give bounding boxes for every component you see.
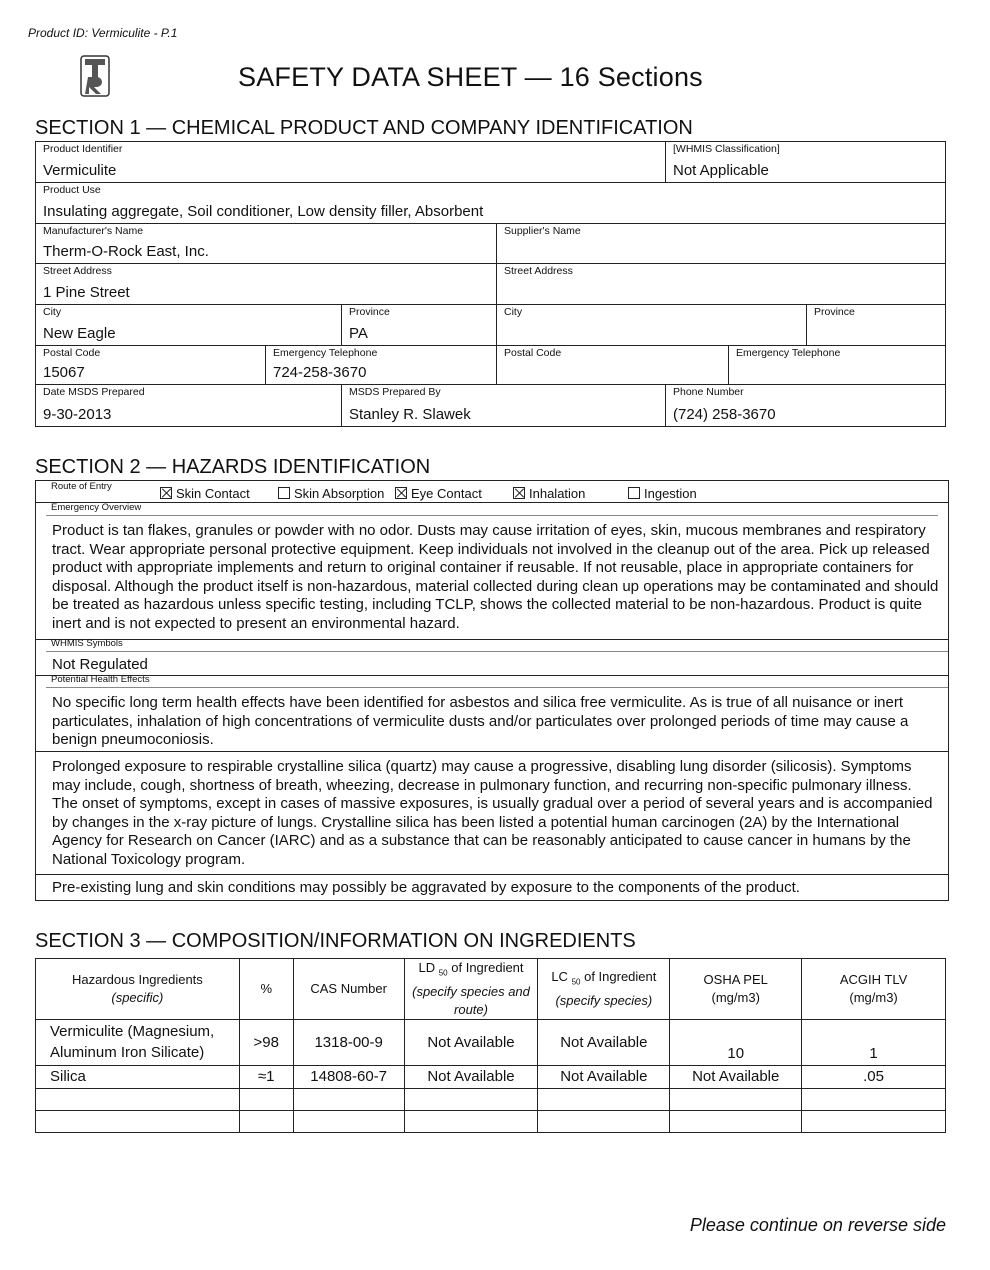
emergency-value: 724-258-3670 (273, 364, 367, 381)
unchecked-box-icon (278, 487, 290, 499)
col-ingredients-sub: (specific) (111, 989, 164, 1005)
divider (36, 502, 948, 503)
supplier-postal-cell (497, 346, 729, 385)
company-logo (80, 55, 110, 97)
divider (36, 751, 948, 752)
divider (36, 639, 948, 640)
postal-value: 15067 (43, 364, 85, 381)
product-identifier-cell (36, 142, 666, 183)
ingredient-acgih: 1 (802, 1019, 946, 1065)
empty-cell (670, 1110, 802, 1132)
col-osha-label: OSHA PEL (703, 971, 768, 987)
checked-box-icon (160, 487, 172, 499)
empty-cell (36, 1110, 240, 1132)
checkbox-label: Inhalation (529, 486, 586, 501)
col-osha-unit: (mg/m3) (711, 989, 760, 1005)
col-acgih-label: ACGIH TLV (839, 971, 908, 987)
table-row (36, 1019, 946, 1065)
empty-cell (239, 1088, 293, 1110)
prepared-by-cell (342, 385, 666, 426)
supplier-emergency-label: Emergency Telephone (736, 347, 841, 359)
route-of-entry-label: Route of Entry (51, 481, 112, 492)
whmis-class-label: [WHMIS Classification] (673, 143, 780, 155)
col-lc-rest: of Ingredient (584, 969, 657, 984)
divider (36, 874, 948, 875)
col-ld-label: LD (418, 960, 436, 975)
col-cas: CAS Number (293, 959, 404, 1020)
unchecked-box-icon (628, 487, 640, 499)
health-effects-label: Potential Health Effects (51, 674, 150, 685)
postal-cell (36, 346, 266, 385)
street-value: 1 Pine Street (43, 284, 130, 301)
col-ld50 (404, 959, 538, 1020)
emergency-label: Emergency Telephone (273, 347, 378, 359)
postal-label: Postal Code (43, 347, 101, 359)
product-use-label: Product Use (43, 184, 101, 196)
table-row (36, 1065, 946, 1088)
ingredient-name: Vermiculite (Magnesium, Aluminum Iron Silicate) (36, 1019, 240, 1065)
empty-cell (293, 1110, 404, 1132)
date-label: Date MSDS Prepared (43, 386, 145, 398)
emergency-overview-text: Product is tan flakes, granules or powder with no odor. Dusts may cause irritation of eyes, skin, mucous membranes and respiratory tract. Wear appropriate personal protective equipment. Keep individuals not involved in the cleanup out of the area. Pick up released product with appropriate implements and return to original container if reusable. If not reusable, place in appropriate containers for disposal. Although the product itself is non-hazardous, material collected during clean up operations may be contaminated and should be treated as hazardous unless specific testing, including TCLP, shows the collected material to be non-hazardous. Product is quite inert and is not expected to present an environmental hazard. (52, 522, 939, 632)
province-cell (342, 305, 497, 346)
province-value: PA (349, 325, 368, 342)
divider (46, 515, 938, 516)
col-ingredients-label: Hazardous Ingredients (71, 971, 203, 987)
empty-cell (670, 1088, 802, 1110)
whmis-class-cell (666, 142, 945, 183)
phone-cell (666, 385, 945, 426)
checkbox-label: Eye Contact (411, 486, 482, 501)
section1-heading: SECTION 1 — CHEMICAL PRODUCT AND COMPANY IDENTIFICATION (35, 117, 693, 139)
col-ld-rest: of Ingredient (451, 960, 524, 975)
page-title: SAFETY DATA SHEET — 16 Sections (238, 62, 703, 92)
ingredient-osha: 10 (670, 1019, 802, 1065)
section3-heading: SECTION 3 — COMPOSITION/INFORMATION ON INGREDIENTS (35, 930, 636, 952)
supplier-city-cell (497, 305, 807, 346)
col-lc50 (538, 959, 670, 1020)
ingredients-table (35, 958, 946, 1133)
product-id: Product ID: Vermiculite - P.1 (28, 26, 178, 40)
product-identifier-label: Product Identifier (43, 143, 123, 155)
supplier-city-label: City (504, 306, 523, 318)
empty-cell (239, 1110, 293, 1132)
supplier-street-label: Street Address (504, 265, 573, 277)
supplier-province-cell (807, 305, 945, 346)
ingredient-osha: Not Available (670, 1065, 802, 1088)
manufacturer-cell (36, 224, 497, 264)
col-ld-note: (specify species and route) (412, 983, 530, 1017)
ingredient-ld50: Not Available (404, 1019, 538, 1065)
divider (46, 651, 948, 652)
table-header-row (36, 959, 946, 1020)
col-acgih (802, 959, 946, 1020)
checkbox-eye-contact[interactable] (395, 486, 482, 501)
phone-label: Phone Number (673, 386, 744, 398)
empty-cell (802, 1110, 946, 1132)
col-ingredients (36, 959, 240, 1020)
empty-cell (538, 1110, 670, 1132)
prepared-by-value: Stanley R. Slawek (349, 406, 471, 423)
street-cell (36, 264, 497, 305)
street-label: Street Address (43, 265, 112, 277)
ingredient-percent: ≈1 (239, 1065, 293, 1088)
checked-box-icon (513, 487, 525, 499)
divider (36, 675, 948, 676)
product-use-cell (36, 183, 945, 224)
health-effects-text-3: Pre-existing lung and skin conditions may possibly be aggravated by exposure to the components of the product. (52, 879, 800, 896)
supplier-emergency-cell (729, 346, 945, 385)
table-row-empty (36, 1088, 946, 1110)
section2-table (35, 480, 949, 901)
emergency-overview-label: Emergency Overview (51, 502, 142, 513)
table-row-empty (36, 1110, 946, 1132)
ingredient-acgih: .05 (802, 1065, 946, 1088)
col-lc-note: (specify species) (555, 992, 653, 1008)
supplier-province-label: Province (814, 306, 855, 318)
ingredient-lc50: Not Available (538, 1065, 670, 1088)
supplier-postal-label: Postal Code (504, 347, 562, 359)
ingredient-ld50: Not Available (404, 1065, 538, 1088)
city-cell (36, 305, 342, 346)
checkbox-ingestion[interactable] (628, 486, 697, 501)
supplier-street-cell (497, 264, 945, 305)
empty-cell (293, 1088, 404, 1110)
col-ld-sub: 50 (438, 968, 448, 978)
province-label: Province (349, 306, 390, 318)
continue-note: Please continue on reverse side (689, 1215, 946, 1235)
date-cell (36, 385, 342, 426)
checked-box-icon (395, 487, 407, 499)
ingredient-cas: 14808-60-7 (293, 1065, 404, 1088)
prepared-by-label: MSDS Prepared By (349, 386, 441, 398)
whmis-symbols-label: WHMIS Symbols (51, 638, 123, 649)
ingredient-lc50: Not Available (538, 1019, 670, 1065)
date-value: 9-30-2013 (43, 406, 112, 423)
manufacturer-value: Therm-O-Rock East, Inc. (43, 243, 209, 260)
emergency-cell (266, 346, 497, 385)
supplier-cell (497, 224, 945, 264)
col-osha (670, 959, 802, 1020)
product-use-value: Insulating aggregate, Soil conditioner, Low density filler, Absorbent (43, 203, 484, 220)
phone-value: (724) 258-3670 (673, 406, 776, 423)
whmis-class-value: Not Applicable (673, 162, 769, 179)
ingredient-cas: 1318-00-9 (293, 1019, 404, 1065)
col-lc-sub: 50 (571, 977, 581, 987)
section2-heading: SECTION 2 — HAZARDS IDENTIFICATION (35, 456, 431, 478)
checkbox-skin-absorption[interactable] (278, 486, 384, 501)
checkbox-label: Ingestion (644, 486, 697, 501)
col-lc-label: LC (551, 969, 568, 984)
section1-table (35, 141, 946, 427)
empty-cell (538, 1088, 670, 1110)
checkbox-label: Skin Contact (176, 486, 250, 501)
checkbox-label: Skin Absorption (294, 486, 385, 501)
ingredient-percent: >98 (239, 1019, 293, 1065)
product-identifier-value: Vermiculite (43, 162, 117, 179)
health-effects-text-2: Prolonged exposure to respirable crystalline silica (quartz) may cause a progressive, disabling lung disorder (silicosis). Symptoms may include, cough, shortness of breath, wheezing, decrease in pulmonary function, and recurring non-specific pulmonary illness. The onset of symptoms, except in cases of massive exposures, is usually gradual over a period of several years and is accompanied by changes in the x-ray picture of lungs. Crystalline silica has been listed a potential human carcinogen (2A) by the International Agency for Research on Cancer (IARC) and as a substance that can be reasonably anticipated to cause cancer in humans by the National Toxicology program. (52, 758, 933, 868)
empty-cell (404, 1088, 538, 1110)
city-value: New Eagle (43, 325, 116, 342)
ingredient-name: Silica (36, 1065, 240, 1088)
empty-cell (404, 1110, 538, 1132)
manufacturer-label: Manufacturer's Name (43, 225, 144, 237)
health-effects-text-1: No specific long term health effects have been identified for asbestos and silica free vermiculite. As is true of all nuisance or inert particulates, inhalation of high concentrations of vermiculite dusts and/or particulates over prolonged periods of time may cause a benign pneumoconiosis. (52, 694, 909, 749)
checkbox-inhalation[interactable] (513, 486, 585, 501)
empty-cell (36, 1088, 240, 1110)
col-acgih-unit: (mg/m3) (849, 989, 898, 1005)
city-label: City (43, 306, 62, 318)
col-percent: % (239, 959, 293, 1020)
divider (46, 687, 948, 688)
checkbox-skin-contact[interactable] (160, 486, 250, 501)
supplier-label: Supplier's Name (504, 225, 581, 237)
empty-cell (802, 1088, 946, 1110)
whmis-symbols-value: Not Regulated (52, 656, 148, 673)
